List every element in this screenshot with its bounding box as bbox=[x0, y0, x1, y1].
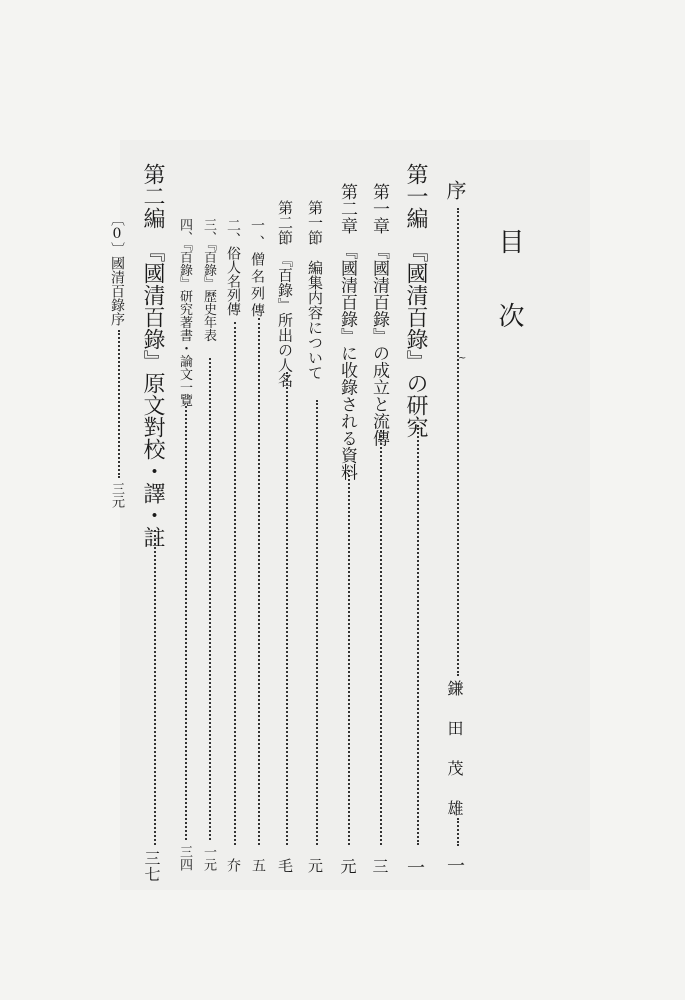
leader-dots bbox=[258, 318, 260, 845]
leader-dots bbox=[286, 372, 288, 845]
leader-dots bbox=[209, 358, 211, 840]
toc-part-2[interactable]: 第二編 『國清百錄』原文對校・譯・註 bbox=[140, 163, 165, 548]
leader-dots bbox=[316, 400, 318, 845]
toc-entry-author: 鎌田茂雄 bbox=[445, 680, 464, 840]
page-number: 毛 bbox=[276, 858, 294, 873]
leader-dots bbox=[457, 208, 459, 676]
page-number: 三元 bbox=[109, 482, 124, 508]
page-number: 元 bbox=[306, 858, 324, 873]
toc-item-2[interactable]: 二、俗人名列傳 bbox=[225, 218, 241, 316]
page-number: 三 bbox=[370, 858, 389, 874]
toc-chapter-2[interactable]: 第二章 『國清百錄』に收錄される資料 bbox=[337, 183, 357, 481]
toc-item-1[interactable]: 一、僧名列傳 bbox=[249, 218, 265, 320]
page-number: 五 bbox=[250, 858, 266, 872]
page-number: 一 bbox=[444, 856, 465, 874]
page-number: 夰 bbox=[225, 858, 241, 872]
leader-dots bbox=[185, 406, 187, 840]
toc-part-1[interactable]: 第一編 『國清百錄』の研究 bbox=[403, 163, 428, 438]
toc-chapter-1[interactable]: 第一章 『國清百錄』の成立と流傳 bbox=[369, 183, 389, 447]
toc-item-preface-text[interactable]: 〔0〕國清百錄序 bbox=[109, 212, 125, 326]
toc-heading: 目次 bbox=[494, 228, 524, 376]
leader-dots bbox=[380, 430, 382, 845]
leader-dots bbox=[118, 330, 120, 478]
toc-section-2[interactable]: 第二節 『百錄』所出の人名 bbox=[276, 200, 294, 388]
tilde-mark: ~ bbox=[458, 353, 467, 364]
page-number: 一 bbox=[404, 858, 425, 876]
toc-section-1[interactable]: 第一節 編集内容について bbox=[306, 200, 324, 380]
toc-item-4[interactable]: 四、『百錄』研究著書・論文一覽 bbox=[177, 218, 192, 407]
page-number: 元 bbox=[338, 858, 357, 874]
leader-dots bbox=[417, 425, 419, 845]
toc-item-3[interactable]: 三、『百錄』歷史年表 bbox=[201, 218, 216, 342]
toc-entry-preface[interactable]: 序 bbox=[443, 180, 467, 200]
leader-dots bbox=[234, 322, 236, 845]
leader-dots bbox=[457, 818, 459, 846]
page-number: 三七 bbox=[142, 850, 161, 882]
leader-dots bbox=[154, 530, 156, 845]
leader-dots bbox=[348, 470, 350, 845]
page-number: 一元 bbox=[201, 845, 216, 871]
page-number: 三四 bbox=[177, 845, 192, 871]
